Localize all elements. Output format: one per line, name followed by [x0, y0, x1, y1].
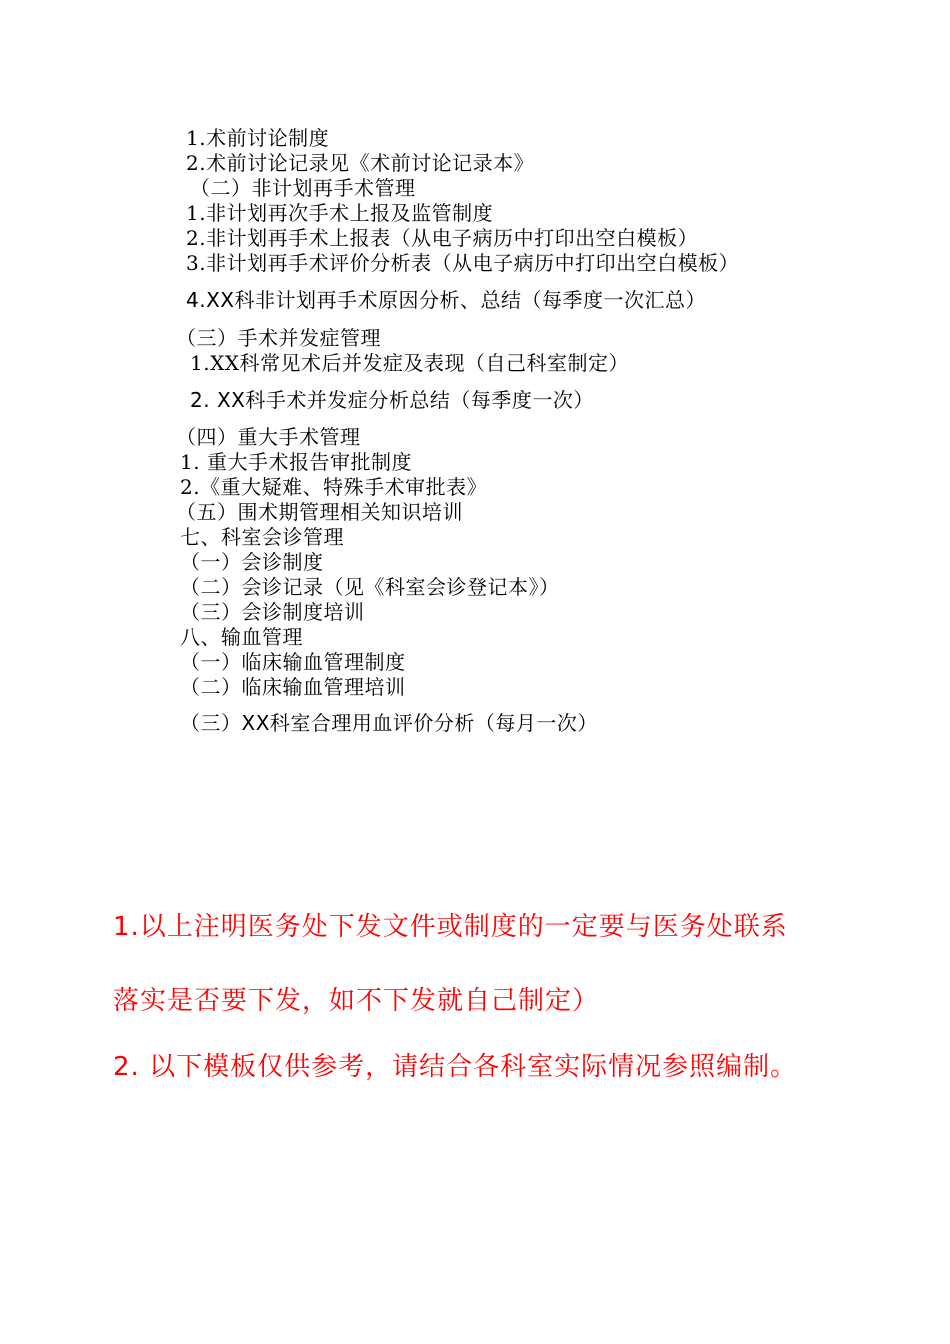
section-heading-perioperative-training: （五）围术期管理相关知识培训 [176, 500, 463, 524]
outline-item-consultation-training: （三）会诊制度培训 [180, 600, 365, 624]
outline-item-reoperation-reporting-policy: 1.非计划再次手术上报及监管制度 [186, 201, 494, 225]
outline-item-complications-summary: 2. XX科手术并发症分析总结（每季度一次） [190, 388, 594, 412]
outline-item-reoperation-evaluation-form: 3.非计划再手术评价分析表（从电子病历中打印出空白模板） [186, 251, 740, 275]
section-heading-blood-transfusion: 八、输血管理 [180, 625, 303, 649]
outline-item-transfusion-policy: （一）临床输血管理制度 [180, 650, 406, 674]
outline-item-reoperation-report-form: 2.非计划再手术上报表（从电子病历中打印出空白模板） [186, 226, 699, 250]
note-implementation: 落实是否要下发，如不下发就自己制定） [113, 986, 600, 1016]
section-heading-major-surgery: （四）重大手术管理 [176, 425, 361, 449]
note-contact-medical-office: 1.以上注明医务处下发文件或制度的一定要与医务处联系 [113, 912, 788, 942]
section-heading-surgical-complications: （三）手术并发症管理 [176, 326, 381, 350]
outline-item-consultation-record: （二）会诊记录（见《科室会诊登记本》） [180, 575, 560, 599]
outline-item-major-surgery-approval-policy: 1. 重大手术报告审批制度 [180, 450, 412, 474]
outline-item-consultation-policy: （一）会诊制度 [180, 550, 324, 574]
outline-item-preop-discussion-record: 2.术前讨论记录见《术前讨论记录本》 [186, 151, 535, 175]
section-heading-consultation-management: 七、科室会诊管理 [180, 525, 344, 549]
outline-item-transfusion-training: （二）临床输血管理培训 [180, 675, 406, 699]
outline-item-reoperation-cause-analysis: 4.XX科非计划再手术原因分析、总结（每季度一次汇总） [186, 288, 706, 312]
outline-item-special-surgery-approval-form: 2.《重大疑难、特殊手术审批表》 [180, 475, 488, 499]
section-heading-unplanned-reoperation: （二）非计划再手术管理 [190, 176, 416, 200]
outline-item-blood-use-evaluation: （三）XX科室合理用血评价分析（每月一次） [180, 711, 598, 735]
outline-item-preop-discussion-policy: 1.术前讨论制度 [186, 126, 330, 150]
outline-item-common-complications: 1.XX科常见术后并发症及表现（自己科室制定） [190, 351, 630, 375]
note-template-reference: 2. 以下模板仅供参考，请结合各科室实际情况参照编制。 [113, 1052, 798, 1082]
